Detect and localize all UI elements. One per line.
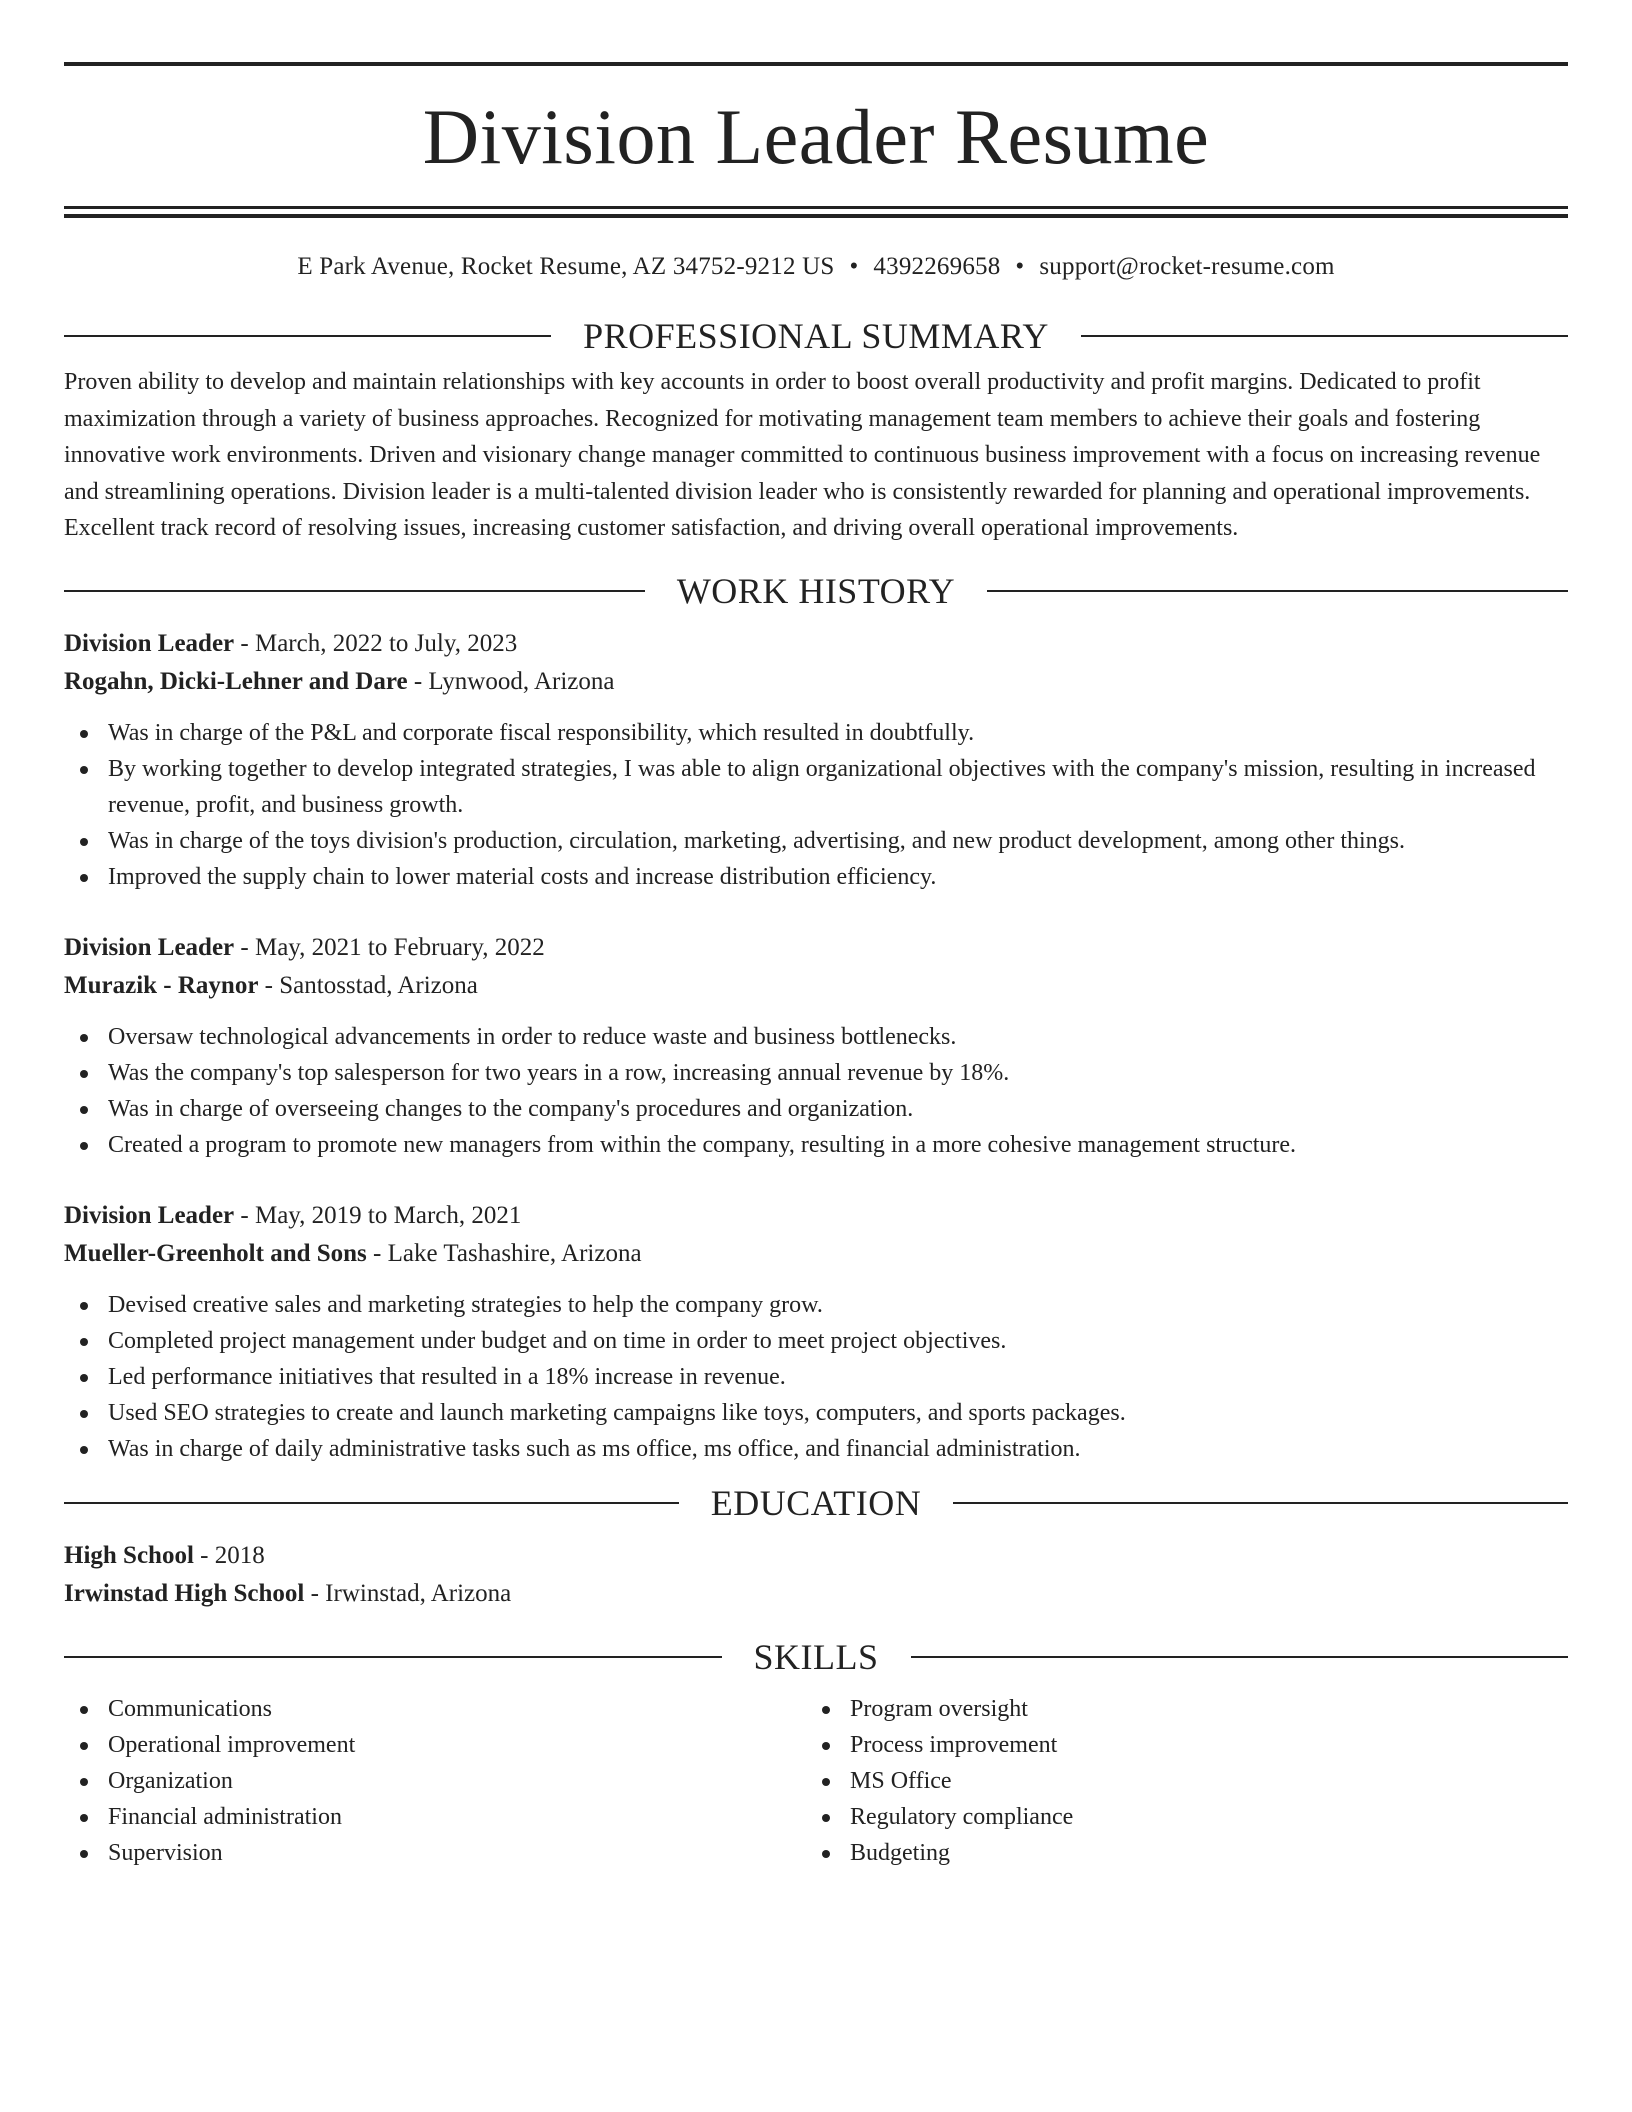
job-company-line [64,967,1568,1005]
skill-item: Program oversight [806,1691,1548,1727]
summary-text: Proven ability to develop and maintain relationships with key accounts in order to boost overall productivity and profit margins. Dedicated to profit maximization through a variety of business approaches. Recognized for motivating management team members to achieve their goals and fostering innovative work environments. Driven and visionary change manager committed to continuous business improvement with a focus on increasing revenue and streamlining operations. Division leader is a multi-talented division leader who is consistently rewarded for planning and operational improvements. Excellent track record of resolving issues, increasing customer satisfaction, and driving overall operational improvements. [64,369,1541,541]
job-title-line [64,929,1568,967]
job-bullet: Was the company's top salesperson for two years in a row, increasing annual revenue by 18%. [64,1055,1568,1091]
job-bullet: Was in charge of the toys division's production, circulation, marketing, advertising, and new product development, among other things. [64,823,1568,859]
job-dates: - March, 2022 to July, 2023 [234,629,518,657]
job-title-line [64,1197,1568,1235]
job-company-line [64,663,1568,701]
job-entry [64,929,1568,1163]
skill-item: Supervision [64,1835,806,1871]
education-entry [64,1537,1568,1613]
skill-item: Operational improvement [64,1727,806,1763]
contact-line [64,252,1568,282]
job-company: Murazik - Raynor [64,971,259,999]
job-title: Division Leader [64,1201,235,1229]
job-bullets [64,1019,1568,1163]
heading-rule-right [987,590,1568,592]
job-bullet: Oversaw technological advancements in order to reduce waste and business bottlenecks. [64,1019,1568,1055]
education-location: - Irwinstad, Arizona [304,1579,512,1607]
job-bullet: Was in charge of overseeing changes to the company's procedures and organization. [64,1091,1568,1127]
job-entry [64,625,1568,895]
job-bullet: Led performance initiatives that resulted in a 18% increase in revenue. [64,1359,1568,1395]
job-bullet: Was in charge of daily administrative tasks such as ms office, ms office, and financial administration. [64,1431,1568,1467]
skills-column-right [806,1691,1548,1871]
heading-rule-left [64,1656,722,1658]
job-entry [64,1197,1568,1467]
job-location: - Lake Tashashire, Arizona [366,1239,642,1267]
job-bullet: Was in charge of the P&L and corporate fiscal responsibility, which resulted in doubtfully. [64,715,1568,751]
title-double-rule [64,206,1568,218]
job-dates: - May, 2021 to February, 2022 [234,933,545,961]
job-title: Division Leader [64,933,235,961]
education-year: - 2018 [193,1541,265,1569]
heading-rule-left [64,335,551,337]
top-rule [64,62,1568,66]
summary-heading: PROFESSIONAL SUMMARY [583,316,1049,356]
job-company: Mueller-Greenholt and Sons [64,1239,367,1267]
work-section-heading [64,571,1568,611]
contact-separator: • [1015,253,1025,280]
education-school: Irwinstad High School [64,1579,305,1607]
skill-item: Budgeting [806,1835,1548,1871]
resume-title: Division Leader Resume [422,93,1210,180]
skills-heading: SKILLS [753,1636,879,1677]
job-bullet: Improved the supply chain to lower material costs and increase distribution efficiency. [64,859,1568,895]
summary-section-heading [64,316,1568,356]
job-company-line [64,1235,1568,1273]
heading-rule-left [64,1502,679,1504]
skill-item: Financial administration [64,1799,806,1835]
skill-item: Regulatory compliance [806,1799,1548,1835]
education-section-heading [64,1483,1568,1523]
job-bullet: Devised creative sales and marketing strategies to help the company grow. [64,1287,1568,1323]
contact-phone: 4392269658 [873,253,1001,280]
skills-column-left [64,1691,806,1871]
education-school-line [64,1575,1568,1613]
job-dates: - May, 2019 to March, 2021 [234,1201,522,1229]
job-bullet: By working together to develop integrated strategies, I was able to align organizational objectives with the company's mission, resulting in increased revenue, profit, and business growth. [64,751,1568,823]
contact-email: support@rocket-resume.com [1039,253,1335,280]
skills-list [64,1691,1568,1871]
job-location: - Santosstad, Arizona [258,971,478,999]
job-bullet: Used SEO strategies to create and launch marketing campaigns like toys, computers, and sports packages. [64,1395,1568,1431]
job-location: - Lynwood, Arizona [407,667,615,695]
work-heading: WORK HISTORY [676,570,956,611]
heading-rule-right [1081,335,1568,337]
job-company: Rogahn, Dicki-Lehner and Dare [64,667,408,695]
heading-rule-right [953,1502,1568,1504]
education-heading: EDUCATION [710,1482,922,1523]
skill-item: Organization [64,1763,806,1799]
job-bullet: Completed project management under budget and on time in order to meet project objectives. [64,1323,1568,1359]
job-title-line [64,625,1568,663]
education-degree: High School [64,1541,194,1569]
job-bullets [64,715,1568,895]
skill-item: MS Office [806,1763,1548,1799]
education-degree-line [64,1537,1568,1575]
heading-rule-left [64,590,645,592]
skills-section-heading [64,1637,1568,1677]
contact-separator: • [849,253,859,280]
job-bullets [64,1287,1568,1467]
job-bullet: Created a program to promote new managers from within the company, resulting in a more cohesive management structure. [64,1127,1568,1163]
heading-rule-right [911,1656,1569,1658]
skill-item: Process improvement [806,1727,1548,1763]
skill-item: Communications [64,1691,806,1727]
job-title: Division Leader [64,629,235,657]
contact-address: E Park Avenue, Rocket Resume, AZ 34752-9212 US [297,253,835,280]
